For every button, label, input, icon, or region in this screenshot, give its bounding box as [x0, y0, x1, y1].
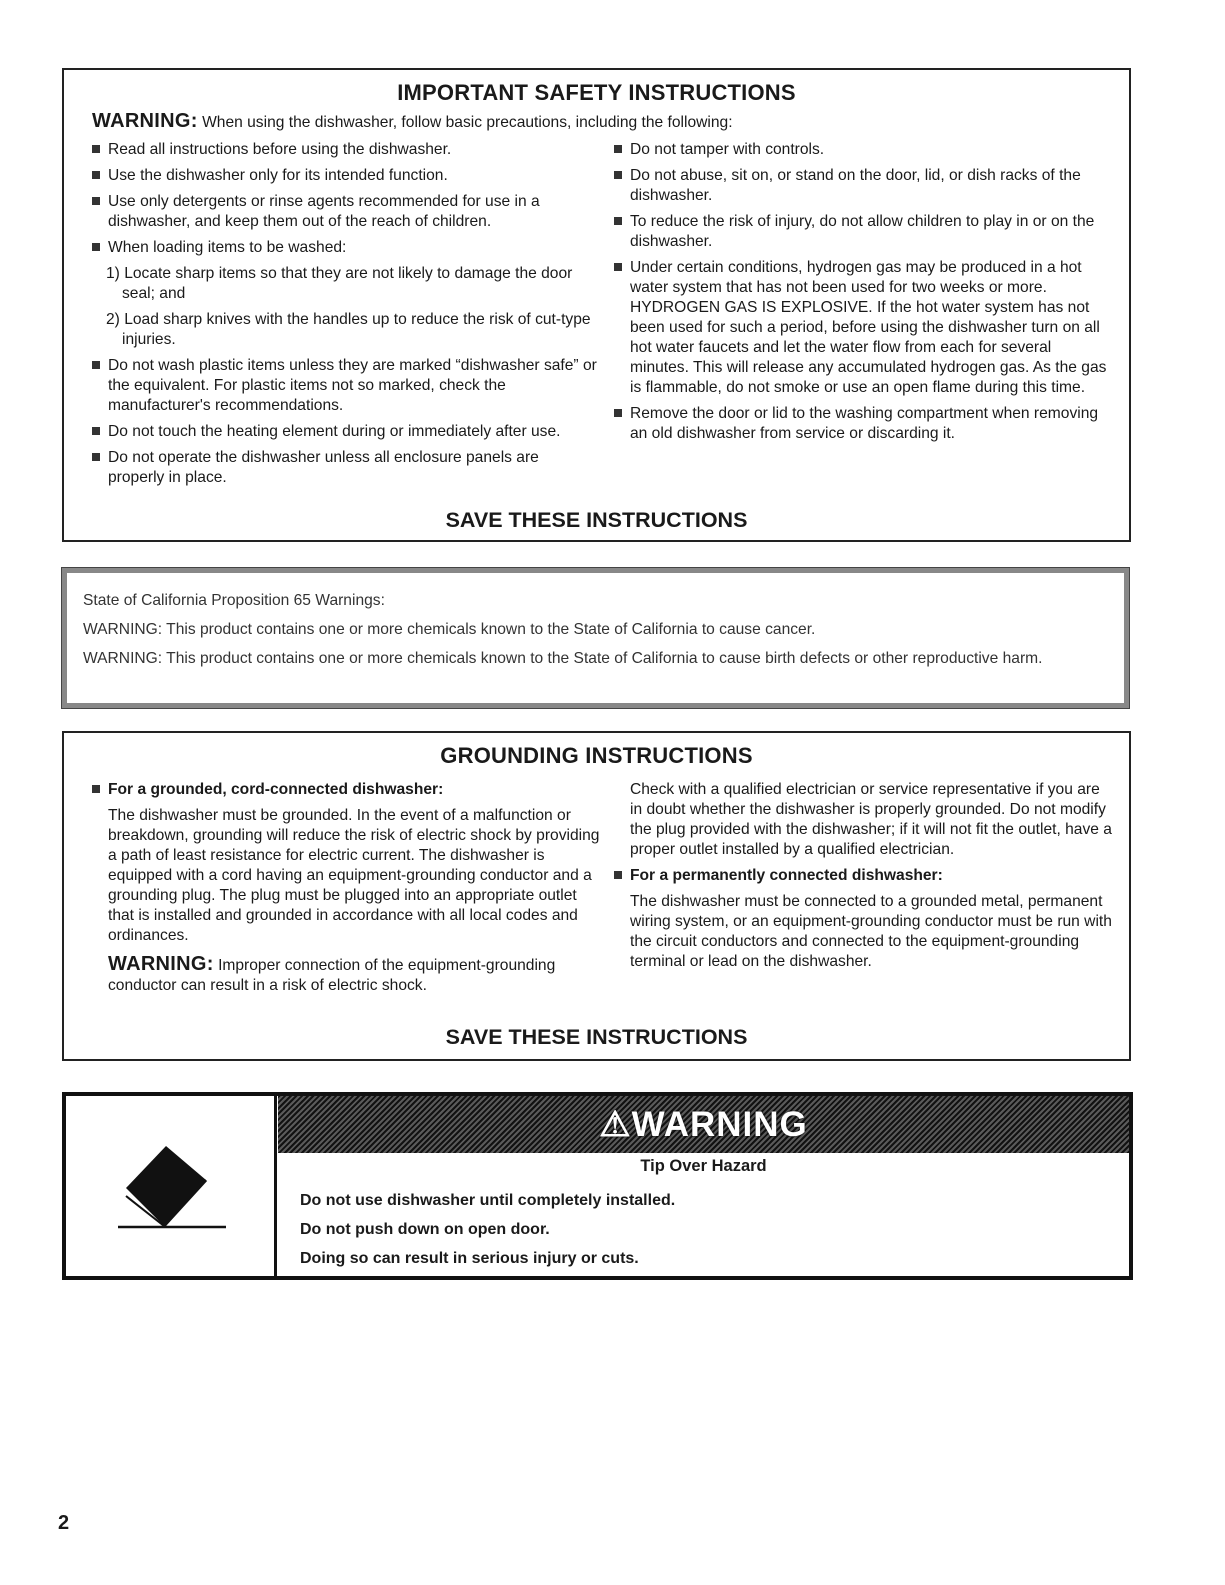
list-item: Use only detergents or rinse agents recommended for use in a dishwasher, and keep them out of the reach of children. [88, 192, 598, 232]
hazard-line: Doing so can result in serious injury or cuts. [300, 1250, 639, 1267]
bullet-icon [92, 427, 100, 435]
list-item: Do not touch the heating element during or immediately after use. [88, 422, 598, 442]
bullet-icon [92, 171, 100, 179]
list-item: Do not abuse, sit on, or stand on the door, lid, or dish racks of the dishwasher. [610, 166, 1110, 206]
safety-instructions-box [62, 68, 1131, 542]
bullet-icon [614, 145, 622, 153]
safety-right-column [610, 140, 1110, 450]
list-item: Read all instructions before using the dishwasher. [88, 140, 598, 160]
list-item: For a permanently connected dishwasher: [610, 866, 1115, 886]
bullet-icon [614, 171, 622, 179]
list-item: Remove the door or lid to the washing compartment when removing an old dishwasher from service or discarding it. [610, 404, 1110, 444]
list-item: Do not wash plastic items unless they are marked “dishwasher safe” or the equivalent. For plastic items not so marked, check the manufacturer's recommendations. [88, 356, 598, 416]
list-item: When loading items to be washed: [88, 238, 598, 258]
bullet-icon [92, 361, 100, 369]
list-item: For a grounded, cord-connected dishwasher: [88, 780, 600, 800]
list-item: Do not operate the dishwasher unless all enclosure panels are properly in place. [88, 448, 598, 488]
warning-banner-title: ⚠WARNING [599, 1104, 808, 1144]
hazard-line: Do not use dishwasher until completely installed. [300, 1192, 676, 1209]
check-electrician-text: Check with a qualified electrician or service representative if you are in doubt whether the dishwasher is properly grounded. Do not modify the plug provided with the dishwasher; if it will not fit the outlet, have a proper outlet installed by a qualified electrician. [630, 781, 1112, 858]
bullet-icon [614, 217, 622, 225]
bullet-icon [614, 263, 622, 271]
list-item: Do not tamper with controls. [610, 140, 1110, 160]
grounding-instructions-box [62, 731, 1131, 1061]
tip-over-warning-box [62, 1092, 1133, 1280]
warning-banner [278, 1096, 1129, 1153]
bullet-icon [92, 453, 100, 461]
hazard-lines [300, 1186, 675, 1273]
hazard-title: Tip Over Hazard [640, 1157, 767, 1175]
save-instructions-label: SAVE THESE INSTRUCTIONS [445, 1025, 748, 1049]
cord-connected-body: The dishwasher must be grounded. In the event of a malfunction or breakdown, grounding will reduce the risk of electric shock by providing a path of least resistance for electric current. The dishwasher is equipped with a cord having an equipment-grounding conductor and a grounding plug. The plug must be plugged into an appropriate outlet that is installed and grounded in accordance with all local codes and ordinances. [108, 807, 600, 944]
list-item: Use the dishwasher only for its intended function. [88, 166, 598, 186]
bullet-icon [92, 145, 100, 153]
bullet-icon [92, 785, 100, 793]
bullet-icon [614, 409, 622, 417]
grounding-right-column [610, 780, 1115, 972]
safety-warning-line [92, 110, 733, 133]
save-instructions-label: SAVE THESE INSTRUCTIONS [445, 508, 748, 532]
hazard-line: Do not push down on open door. [300, 1221, 550, 1238]
sub-list-item: 2) Load sharp knives with the handles up to reduce the risk of cut-type injuries. [106, 311, 591, 348]
page-number: 2 [58, 1512, 70, 1534]
bullet-icon [92, 243, 100, 251]
warning-label: WARNING: [92, 110, 198, 132]
prop65-cancer-warning: WARNING: This product contains one or more chemicals known to the State of California to cause cancer. [83, 621, 816, 638]
safety-title: IMPORTANT SAFETY INSTRUCTIONS [397, 80, 796, 105]
prop65-box [62, 568, 1129, 708]
sub-list-item: 1) Locate sharp items so that they are not likely to damage the door seal; and [106, 265, 573, 302]
grounding-title: GROUNDING INSTRUCTIONS [440, 743, 753, 768]
alert-triangle-icon: ⚠ [599, 1104, 632, 1144]
tip-over-icon [66, 1096, 277, 1276]
warning-text: When using the dishwasher, follow basic precautions, including the following: [197, 114, 733, 131]
safety-left-column [88, 140, 598, 494]
bullet-icon [92, 197, 100, 205]
prop65-birth-defects-warning: WARNING: This product contains one or more chemicals known to the State of California to cause birth defects or other reproductive harm. [83, 650, 1043, 667]
warning-label: WARNING: [108, 953, 214, 975]
permanent-connection-body: The dishwasher must be connected to a grounded metal, permanent wiring system, or an equipment-grounding conductor must be run with the circuit conductors and connected to the equipment-grounding terminal or lead on the dishwasher. [630, 893, 1112, 970]
list-item: To reduce the risk of injury, do not allow children to play in or on the dishwasher. [610, 212, 1110, 252]
grounding-warning: WARNING: Improper connection of the equipment-grounding conductor can result in a risk of electric shock. [108, 953, 556, 994]
bullet-icon [614, 871, 622, 879]
prop65-heading: State of California Proposition 65 Warnings: [83, 592, 385, 609]
list-item: Under certain conditions, hydrogen gas may be produced in a hot water system that has not been used for two weeks or more. HYDROGEN GAS IS EXPLOSIVE. If the hot water system has not been used for such a period, before using the dishwasher turn on all hot water faucets and let the water flow from each for several minutes. This will release any accumulated hydrogen gas. As the gas is flammable, do not smoke or use an open flame during this time. [610, 258, 1110, 398]
grounding-left-column [88, 780, 600, 996]
